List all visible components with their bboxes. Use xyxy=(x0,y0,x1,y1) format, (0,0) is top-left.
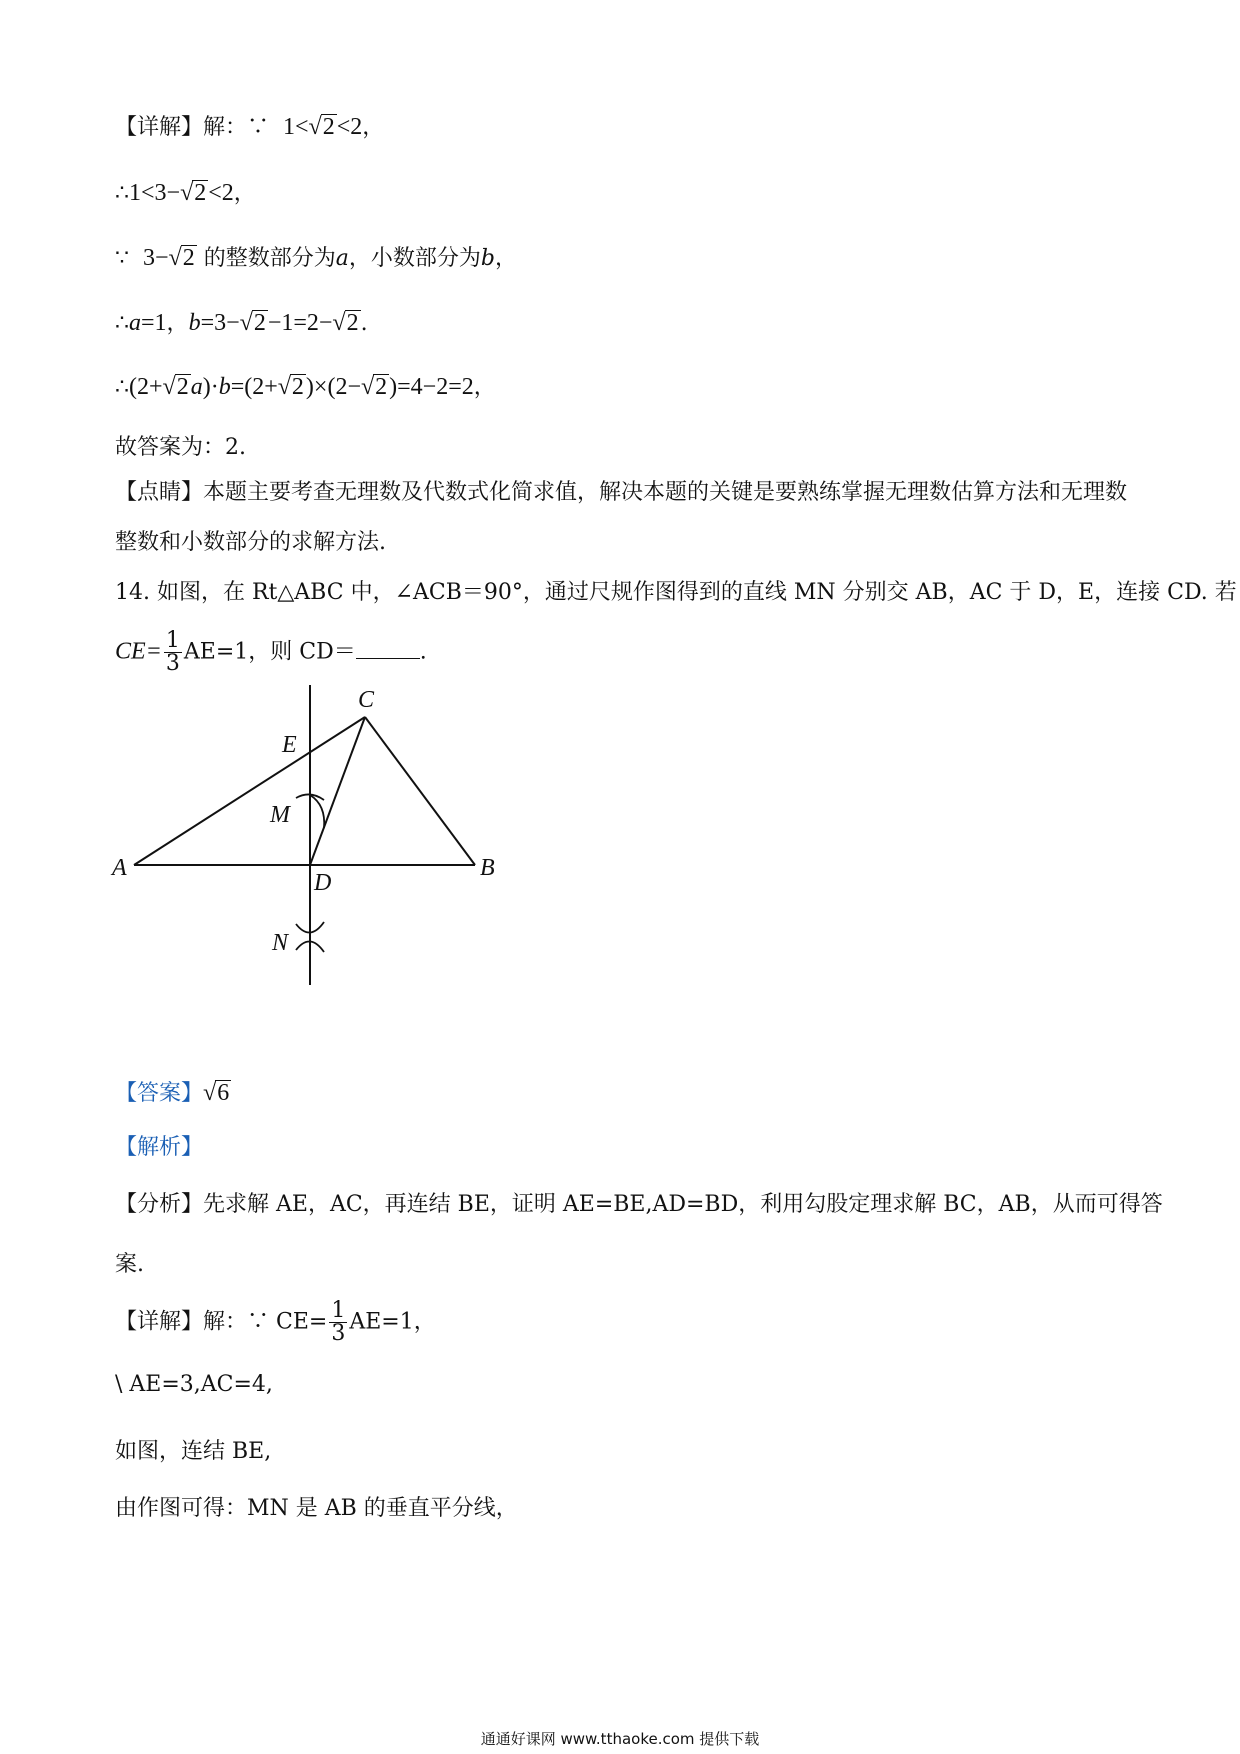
detail-line-4: ∴a=1，b=3−√2−1=2−√2. xyxy=(115,310,368,336)
detail-line-1: 【详解】解：∵ 1<√2<2， xyxy=(115,114,385,140)
segment-bc xyxy=(365,717,475,865)
analysis-line-1: 【分析】先求解 AE，AC，再连结 BE，证明 AE=BE,AD=BD，利用勾股定理求解 BC，AB，从而可得答 xyxy=(115,1192,1163,1217)
detail-line-5: ∴(2+√2a)·b=(2+√2)×(2−√2)=4−2=2， xyxy=(115,374,496,400)
label-b: B xyxy=(480,855,495,881)
answer-label: 【答案】 xyxy=(115,1081,204,1106)
label-n: N xyxy=(272,930,289,956)
analysis-line-6: 由作图可得：MN 是 AB 的垂直平分线， xyxy=(115,1496,518,1521)
arc-m-2 xyxy=(310,795,324,828)
comment-line-1: 【点睛】本题主要考查无理数及代数式化简求值，解决本题的关键是要熟练掌握无理数估算方法和无理数 xyxy=(115,480,1128,505)
answer-line: 【答案】√6 xyxy=(115,1080,230,1106)
geometry-figure xyxy=(110,680,530,1000)
comment-line-2: 整数和小数部分的求解方法. xyxy=(115,530,386,555)
analysis-label: 【解析】 xyxy=(115,1135,204,1160)
analysis-line-3: 【详解】解：∵ CE= $\frac{1}{3}$ AE=1， xyxy=(115,1298,436,1346)
answer-blank xyxy=(356,638,420,659)
analysis-line-2: 案. xyxy=(115,1252,144,1277)
question-14-line-1: 14. 如图，在 Rt△ABC 中，∠ACB＝90°，通过尺规作图得到的直线 MN 分别交 AB，AC 于 D，E，连接 CD. 若 xyxy=(115,580,1237,605)
page-footer: 通通好课网 www.tthaoke.com 提供下载 xyxy=(480,1730,760,1748)
detail-line-2: ∴1<3−√2<2， xyxy=(115,180,256,206)
detail-line-3: ∵ 3−√2 的整数部分为a，小数部分为b， xyxy=(115,245,517,271)
label-a: A xyxy=(112,855,127,881)
conclusion-line: 故答案为：2. xyxy=(115,435,246,460)
question-14-line-2: CE= $\frac{1}{3}$ AE=1，则 CD＝ . xyxy=(115,628,427,676)
analysis-line-4: \ AE=3,AC=4, xyxy=(115,1372,273,1397)
label-c: C xyxy=(358,687,375,713)
label-d: D xyxy=(314,870,332,896)
label-e: E xyxy=(282,732,297,758)
analysis-line-5: 如图，连结 BE, xyxy=(115,1439,272,1464)
segment-cd xyxy=(310,717,365,865)
segment-ac xyxy=(134,717,365,865)
label-m: M xyxy=(270,802,290,828)
